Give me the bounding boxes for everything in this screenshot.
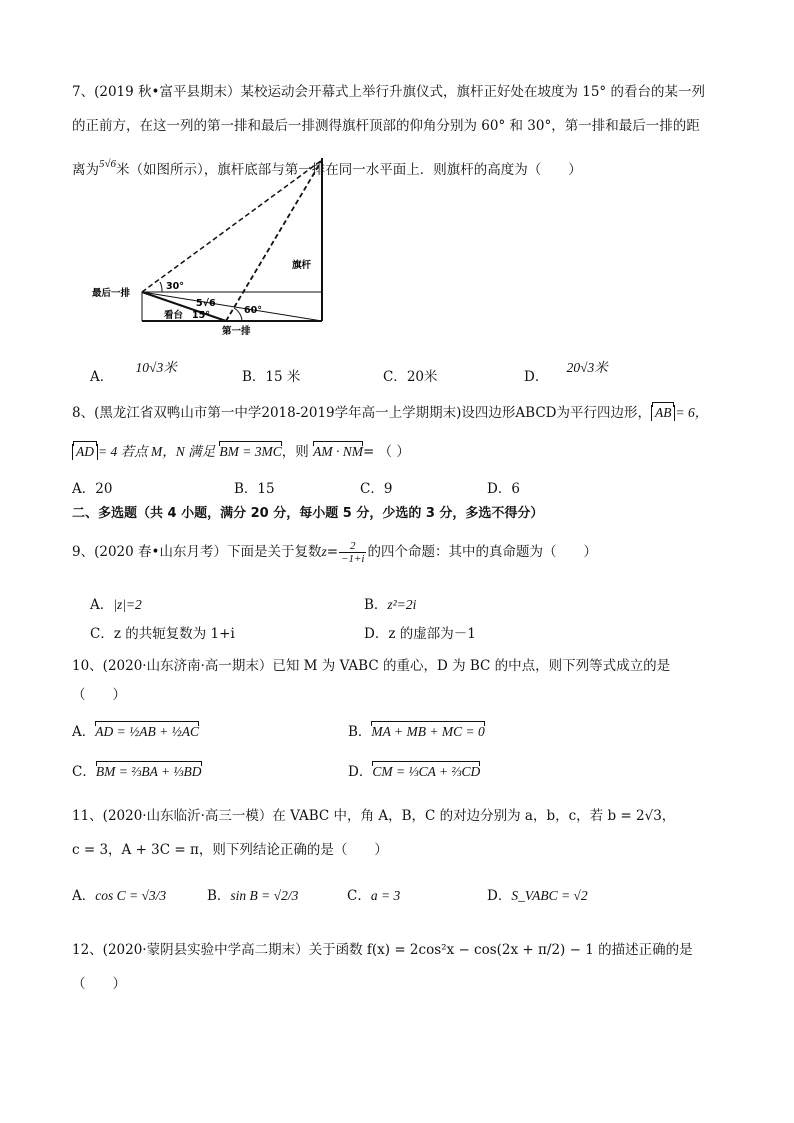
q9-prefix: 9、(2020 春•山东月考）下面是关于复数 [72,544,322,560]
q11-option-d[interactable] [487,884,588,904]
q7-option-b-text: 15 米 [265,369,301,385]
q9-suffix: 的四个命题：其中的真命题为（ ） [367,544,597,560]
label-angle60: 60° [244,305,262,316]
q8-option-a-text: 20 [95,481,113,497]
q8-line1-prefix: 8、(黑龙江省双鸭山市第一中学2018-2019学年高一上学期期末)设四边形ABCD为平行四边形， [72,405,651,421]
q10-option-c[interactable] [72,760,202,780]
q10-line1: 10、(2020·山东济南·高一期末）已知 M 为 VABC 的重心，D 为 BC 的中点，则下列等式成立的是 [72,658,671,674]
q11-option-c-text: a = 3 [370,888,401,903]
q10-option-a-text: AD = ½AB + ½AC [95,724,199,739]
q10-option-d-key: D． [348,764,373,780]
q7-line1: 7、(2019 秋•富平县期末）某校运动会开幕式上举行升旗仪式，旗杆正好处在坡度为 15° 的看台的某一列 [72,84,705,100]
label-stand: 看台 [164,310,184,321]
q11-line1: 11、(2020·山东临沂·高三一模）在 VABC 中，角 A，B，C 的对边分别为 a，b，c，若 b = 2√3， [72,808,676,824]
q7-option-b-key: B． [242,369,266,385]
flagpole-figure [86,158,336,338]
q8-option-a[interactable] [72,477,112,497]
q11-option-d-key: D． [487,888,512,904]
angle-arc-30 [160,282,162,292]
q8-line2-mid: ，则 [281,444,309,460]
q9-option-c-key: C． [90,626,114,642]
q9-denominator: −1+i [341,553,365,565]
q10-option-b-key: B． [348,724,372,740]
q10-option-c-text: BM = ⅔BA + ⅓BD [95,764,202,779]
q10-option-d-text: CM = ⅓CA + ⅔CD [372,764,481,779]
label-first-row: 第一排 [222,326,251,337]
sightline-60 [226,160,322,321]
q10-option-b-text: MA + MB + MC = 0 [371,724,485,739]
q9-option-b[interactable] [364,593,416,613]
q9-eq: = [326,544,339,560]
q9-option-b-text: z²=2i [387,597,417,612]
q7-option-c[interactable] [383,365,438,385]
q8-line1-eq: = 6， [675,405,709,420]
q11-option-a[interactable] [72,884,166,904]
q8-line2 [72,440,410,460]
q7-option-a-text: 10√3米 [135,360,177,375]
q12-line1: 12、(2020·蒙阴县实验中学高二期末）关于函数 f(x) = 2cos²x − cos(2x + π/2) − 1 的描述正确的是 [72,942,693,958]
angle-arc-60 [234,308,242,321]
q8-option-a-key: A． [72,481,96,497]
label-pole: 旗杆 [292,260,312,271]
q8-ab-magnitude: AB [651,405,676,421]
sightline-30 [142,160,322,292]
q8-dot-product: AM · NM [313,444,363,459]
q10-option-d[interactable] [348,760,480,780]
q8-line2-tail: = （ ） [362,444,410,460]
q8-option-d-key: D． [487,481,512,497]
q8-option-c-key: C． [360,481,384,497]
q11-option-a-text: cos C = √3/3 [95,888,167,903]
q9-option-d-text: z 的虚部为－1 [388,626,476,642]
q9-z: z [321,544,327,559]
q8-option-b-key: B． [234,481,258,497]
q7-option-a-key: A． [90,369,114,385]
q8-option-b-text: 15 [257,481,275,497]
q7-line3-prefix: 离为 [72,162,99,178]
q11-option-b-text: sin B = √2/3 [230,888,299,903]
q11-option-d-text: S_VABC = √2 [511,888,588,903]
q7-option-b[interactable] [242,365,300,385]
q7-line3-suffix: 米（如图所示），旗杆底部与第一排在同一水平面上．则旗杆的高度为（ ） [116,162,582,178]
q11-option-a-key: A． [72,888,96,904]
q8-option-d[interactable] [487,477,520,497]
q9-numerator: 2 [339,540,366,553]
section2-heading: 二、多选题（共 4 小题，满分 20 分，每小题 5 分，少选的 3 分，多选不得分） [72,506,544,521]
q9-option-d-key: D． [364,626,389,642]
q7-distance-value: 5√6 [99,158,117,170]
q11-option-b[interactable] [207,884,298,904]
q11-option-b-key: B． [207,888,231,904]
label-angle15: 15° [192,310,210,321]
q10-option-a-key: A． [72,724,96,740]
q7-option-d-key: D． [524,369,549,385]
q9-option-a[interactable] [90,593,142,613]
q8-option-d-text: 6 [511,481,520,497]
q9-option-a-key: A． [90,597,114,613]
q8-option-b[interactable] [234,477,275,497]
q8-bm-eq: BM = 3MC [219,444,282,459]
q9-option-b-key: B． [364,597,388,613]
q9-option-c-text: z 的共轭复数为 1+i [113,626,235,642]
q8-line1 [72,401,708,421]
q9-line [72,540,597,565]
q11-option-c[interactable] [347,884,400,904]
q10-line2: （ ） [72,687,126,703]
q7-option-c-key: C． [383,369,407,385]
label-distance: 5√6 [196,298,216,309]
q12-line2: （ ） [72,976,126,992]
q10-option-a[interactable] [72,720,199,740]
q7-option-c-text: 20米 [406,369,438,385]
q8-option-c[interactable] [360,477,392,497]
q10-option-b[interactable] [348,720,485,740]
q9-fraction [339,540,366,565]
q7-option-d[interactable] [524,360,608,385]
q10-option-c-key: C． [72,764,96,780]
q7-option-d-text: 20√3米 [566,360,608,375]
q11-line2: c = 3，A + 3C = π，则下列结论正确的是（ ） [72,842,388,858]
q7-line2: 的正前方，在这一列的第一排和最后一排测得旗杆顶部的仰角分别为 60° 和 30°，第一排和最后一排的距 [72,118,700,134]
q9-option-c[interactable] [90,622,235,642]
q9-option-d[interactable] [364,622,476,642]
q9-option-a-text: |z|=2 [113,597,142,612]
q7-option-a[interactable] [90,360,177,385]
label-angle30: 30° [166,281,184,292]
label-last-row: 最后一排 [92,288,131,299]
q8-option-c-text: 9 [383,481,393,497]
q8-line2-eq1: = 4 若点 M，N 满足 [98,444,216,459]
q8-ad-magnitude: AD [72,444,98,460]
q11-option-c-key: C． [347,888,371,904]
